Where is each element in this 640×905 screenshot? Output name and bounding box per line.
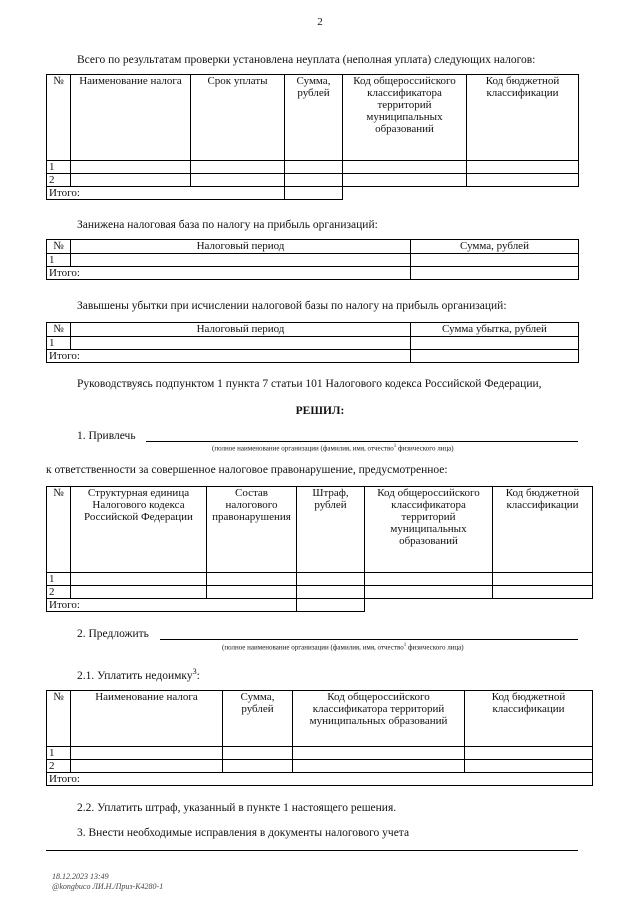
table-row xyxy=(47,586,593,599)
row-number: 2 xyxy=(47,760,71,773)
cell[interactable] xyxy=(285,161,343,174)
table-row xyxy=(47,747,593,760)
section-overstated-losses: Завышены убытки при исчислении налоговой базы по налогу на прибыль организаций: xyxy=(77,300,507,312)
row-number: 1 xyxy=(47,254,71,267)
intro-text: Всего по результатам проверки установлена неуплата (неполная уплата) следующих налогов: xyxy=(77,54,536,66)
total-row xyxy=(47,350,579,363)
cell[interactable] xyxy=(293,747,465,760)
col-offense: Состав налогового правонарушения xyxy=(207,487,297,573)
empty-cell xyxy=(343,187,467,200)
col-fine: Штраф, рублей xyxy=(297,487,365,573)
arrears-table xyxy=(46,690,593,786)
cell[interactable] xyxy=(223,747,293,760)
col-due-date: Срок уплаты xyxy=(191,75,285,161)
empty-cell xyxy=(365,599,493,612)
col-tax-code-unit: Структурная единица Налогового кодекса Российской Федерации xyxy=(71,487,207,573)
item1-fill-line[interactable] xyxy=(146,441,578,442)
col-oktmo: Код общероссийского классификатора территорий муниципальных образований xyxy=(343,75,467,161)
col-number: № xyxy=(47,240,71,254)
total-row xyxy=(47,187,579,200)
row-number: 1 xyxy=(47,337,71,350)
total-label: Итого: xyxy=(47,773,593,786)
total-amount[interactable] xyxy=(411,350,579,363)
table-row xyxy=(47,161,579,174)
table-row xyxy=(47,254,579,267)
cell[interactable] xyxy=(71,161,191,174)
col-period: Налоговый период xyxy=(71,323,411,337)
cell[interactable] xyxy=(71,586,207,599)
page-number: 2 xyxy=(317,16,323,28)
col-amount: Сумма, рублей xyxy=(223,691,293,747)
cell[interactable] xyxy=(365,586,493,599)
item3-text: 3. Внести необходимые исправления в документы налогового учета xyxy=(77,827,410,839)
cell[interactable] xyxy=(493,586,593,599)
cell[interactable] xyxy=(343,161,467,174)
cell[interactable] xyxy=(191,174,285,187)
item3-fill-line[interactable] xyxy=(46,850,578,851)
cell[interactable] xyxy=(297,573,365,586)
col-period: Налоговый период xyxy=(71,240,411,254)
cell[interactable] xyxy=(343,174,467,187)
cell[interactable] xyxy=(493,573,593,586)
col-number: № xyxy=(47,323,71,337)
table-row xyxy=(47,760,593,773)
decided-heading: РЕШИЛ: xyxy=(295,405,345,417)
responsibility-text: к ответственности за совершенное налоговое правонарушение, предусмотренное: xyxy=(46,464,448,476)
total-row xyxy=(47,599,593,612)
cell[interactable] xyxy=(411,254,579,267)
cell[interactable] xyxy=(191,161,285,174)
col-tax-name: Наименование налога xyxy=(71,75,191,161)
row-number: 1 xyxy=(47,747,71,760)
cell[interactable] xyxy=(297,586,365,599)
total-amount[interactable] xyxy=(285,187,343,200)
table-row xyxy=(47,337,579,350)
cell[interactable] xyxy=(467,161,579,174)
cell[interactable] xyxy=(71,174,191,187)
item2-hint: (полное наименование организации (фамилия, имя, отчество$^1$ физического лица) xyxy=(222,643,464,652)
total-label: Итого: xyxy=(47,267,411,280)
cell[interactable] xyxy=(71,747,223,760)
empty-cell xyxy=(467,187,579,200)
item22-text: 2.2. Уплатить штраф, указанный в пункте 1 настоящего решения. xyxy=(77,802,397,814)
table-row xyxy=(47,174,579,187)
row-number: 2 xyxy=(47,174,71,187)
cell[interactable] xyxy=(71,254,411,267)
col-amount: Сумма, рублей xyxy=(411,240,579,254)
footer-source: @kongbuco ЛИ.Н./Приз-К4280-1 xyxy=(52,882,164,891)
col-kbk: Код бюджетной классификации xyxy=(467,75,579,161)
cell[interactable] xyxy=(207,573,297,586)
col-number: № xyxy=(47,487,71,573)
total-label: Итого: xyxy=(47,187,285,200)
understated-base-table xyxy=(46,239,579,280)
cell[interactable] xyxy=(223,760,293,773)
section-understated-base: Занижена налоговая база по налогу на прибыль организаций: xyxy=(77,219,378,231)
offense-table xyxy=(46,486,593,612)
item2-label: 2. Предложить xyxy=(77,628,149,640)
cell[interactable] xyxy=(71,760,223,773)
cell[interactable] xyxy=(293,760,465,773)
cell[interactable] xyxy=(365,573,493,586)
col-oktmo: Код общероссийского классификатора территорий муниципальных образований xyxy=(293,691,465,747)
col-tax-name: Наименование налога xyxy=(71,691,223,747)
col-number: № xyxy=(47,691,71,747)
cell[interactable] xyxy=(71,337,411,350)
cell[interactable] xyxy=(465,760,593,773)
total-row xyxy=(47,267,579,280)
empty-cell xyxy=(493,599,593,612)
cell[interactable] xyxy=(285,174,343,187)
item21-label: 2.1. Уплатить недоимку$^3$: xyxy=(77,667,200,682)
row-number: 1 xyxy=(47,161,71,174)
cell[interactable] xyxy=(467,174,579,187)
col-amount: Сумма, рублей xyxy=(285,75,343,161)
cell[interactable] xyxy=(465,747,593,760)
item1-label: 1. Привлечь xyxy=(77,430,136,442)
footer-date: 18.12.2023 13:49 xyxy=(52,872,109,881)
overstated-losses-table xyxy=(46,322,579,363)
item1-hint: (полное наименование организации (фамилия, имя, отчество$^1$ физического лица) xyxy=(212,444,454,453)
row-number: 1 xyxy=(47,573,71,586)
cell[interactable] xyxy=(411,337,579,350)
cell[interactable] xyxy=(207,586,297,599)
col-number: № xyxy=(47,75,71,161)
total-fine[interactable] xyxy=(297,599,365,612)
table-row xyxy=(47,573,593,586)
total-amount[interactable] xyxy=(411,267,579,280)
total-label: Итого: xyxy=(47,599,297,612)
unpaid-taxes-table xyxy=(46,74,579,200)
col-loss-amount: Сумма убытка, рублей xyxy=(411,323,579,337)
col-oktmo: Код общероссийского классификатора территорий муниципальных образований xyxy=(365,487,493,573)
col-kbk: Код бюджетной классификации xyxy=(465,691,593,747)
row-number: 2 xyxy=(47,586,71,599)
cell[interactable] xyxy=(71,573,207,586)
total-label: Итого: xyxy=(47,350,411,363)
item2-fill-line[interactable] xyxy=(160,639,578,640)
basis-text: Руководствуясь подпунктом 1 пункта 7 статьи 101 Налогового кодекса Российской Федерации, xyxy=(77,378,542,390)
total-row xyxy=(47,773,593,786)
col-kbk: Код бюджетной классификации xyxy=(493,487,593,573)
